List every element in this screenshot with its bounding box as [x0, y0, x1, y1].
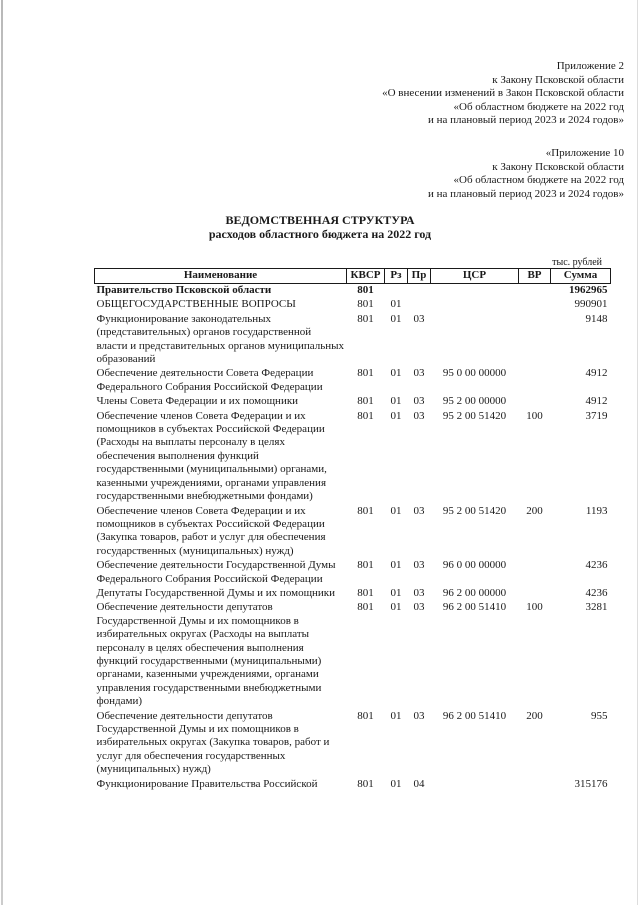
cell-kvsr: 801 — [357, 777, 374, 790]
cell-vr — [519, 559, 551, 587]
cell-sum: 315176 — [574, 777, 608, 790]
table-row — [95, 710, 611, 778]
cell-name: Члены Совета Федерации и их помощники — [96, 395, 299, 408]
cell-name: Функционирование законодательных (представительных) органов государственной власти и представительных органов муниципальных образований — [96, 312, 344, 366]
scan-edge-right — [637, 0, 638, 905]
cell-vr: 100 — [526, 601, 543, 614]
cell-pr: 03 — [413, 586, 425, 599]
cell-kvsr: 801 — [357, 559, 374, 572]
cell-rz: 01 — [390, 298, 402, 311]
table-row — [95, 778, 611, 792]
cell-sum: 4912 — [585, 395, 608, 408]
cell-sum: 3719 — [585, 409, 608, 422]
annex-line: Приложение 2 — [556, 60, 624, 72]
cell-csr: 95 2 00 51420 — [442, 504, 507, 517]
header-vr: ВР — [519, 269, 551, 284]
cell-name: Функционирование Правительства Российской — [96, 777, 318, 790]
cell-pr — [408, 284, 431, 299]
cell-name: Обеспечение членов Совета Федерации и их помощников в субъектах Российской Федерации (Закупка товаров, работ и услуг для обеспечения государственных (муниципальных) нужд) — [96, 504, 326, 557]
table-row — [95, 559, 611, 587]
cell-vr — [519, 367, 551, 395]
cell-rz: 01 — [390, 709, 402, 722]
cell-vr: 200 — [526, 709, 543, 722]
cell-rz: 01 — [390, 409, 402, 422]
annex-line: и на плановый период 2023 и 2024 годов» — [427, 114, 624, 126]
table-row — [95, 284, 611, 299]
cell-kvsr: 801 — [357, 709, 374, 722]
cell-sum: 1193 — [585, 504, 608, 517]
cell-pr: 03 — [413, 409, 425, 422]
table-row — [95, 505, 611, 560]
annex-header-2 — [428, 147, 624, 201]
cell-kvsr: 801 — [357, 409, 374, 422]
cell-sum: 9148 — [585, 312, 608, 325]
table-row — [95, 313, 611, 368]
cell-vr — [519, 587, 551, 601]
scan-edge-left — [1, 0, 3, 905]
unit-label: тыс. рублей — [552, 257, 602, 268]
cell-name: Обеспечение членов Совета Федерации и их помощников в субъектах Российской Федерации (Расходы на выплаты персоналу в целях обеспечения выполнения функций государственными (муниципальными) органами, казенными учреждениями, органами управления государственными внебюджетными фондами) — [96, 409, 327, 503]
cell-csr — [431, 298, 519, 312]
title-line-2: расходов областного бюджета на 2022 год — [208, 227, 432, 241]
cell-csr: 95 2 00 51420 — [442, 409, 507, 422]
cell-sum: 4912 — [585, 367, 608, 380]
cell-name: Правительство Псковской области — [96, 284, 272, 296]
cell-kvsr: 801 — [357, 312, 374, 325]
cell-sum: 955 — [591, 709, 608, 722]
document-title — [0, 213, 640, 241]
cell-sum: 3281 — [585, 601, 608, 614]
cell-name: Обеспечение деятельности депутатов Государственной Думы и их помощников в избирательных округах (Расходы на выплаты персоналу в целях обеспечения выполнения функций государственными (муниципальными) органами, казенными учреждениями, органами управления государственными внебюджетными фондами) — [96, 601, 322, 708]
cell-pr — [408, 298, 431, 312]
table-row — [95, 587, 611, 601]
cell-sum: 4236 — [585, 559, 608, 572]
header-csr: ЦСР — [431, 269, 519, 284]
annex-line: «О внесении изменений в Закон Псковской области — [382, 87, 624, 99]
cell-kvsr: 801 — [357, 504, 374, 517]
header-name: Наименование — [95, 269, 347, 284]
cell-name: Обеспечение деятельности Совета Федерации Федерального Собрания Российской Федерации — [96, 367, 323, 393]
cell-rz: 01 — [390, 559, 402, 572]
cell-csr — [431, 313, 519, 368]
table-header-row — [95, 269, 611, 284]
cell-csr: 96 2 00 51410 — [442, 601, 507, 614]
cell-csr: 95 0 00 00000 — [442, 367, 507, 380]
annex-header-1 — [382, 60, 624, 128]
budget-table — [94, 268, 611, 792]
cell-vr: 200 — [526, 504, 543, 517]
cell-vr — [519, 395, 551, 409]
cell-sum: 990901 — [574, 298, 608, 311]
header-pr: Пр — [408, 269, 431, 284]
cell-vr — [519, 298, 551, 312]
header-rz: Рз — [385, 269, 408, 284]
annex-line: к Закону Псковской области — [492, 160, 624, 173]
cell-rz: 01 — [390, 312, 402, 325]
cell-rz: 01 — [390, 504, 402, 517]
cell-pr: 04 — [413, 777, 425, 790]
cell-vr — [519, 313, 551, 368]
cell-pr: 03 — [413, 709, 425, 722]
cell-name: Депутаты Государственной Думы и их помощники — [96, 586, 336, 599]
cell-vr: 100 — [526, 409, 543, 422]
annex-line: «Об областном бюджете на 2022 год — [453, 100, 624, 113]
cell-pr: 03 — [413, 367, 425, 380]
cell-rz: 01 — [390, 601, 402, 614]
cell-csr: 96 2 00 00000 — [442, 586, 507, 599]
cell-kvsr: 801 — [357, 395, 374, 408]
cell-kvsr: 801 — [357, 298, 374, 311]
cell-csr: 96 0 00 00000 — [442, 559, 507, 572]
cell-rz: 01 — [390, 777, 402, 790]
annex-line: и на плановый период 2023 и 2024 годов» — [427, 187, 624, 200]
cell-name: ОБЩЕГОСУДАРСТВЕННЫЕ ВОПРОСЫ — [96, 298, 296, 311]
cell-kvsr: 801 — [357, 586, 374, 599]
cell-pr: 03 — [413, 559, 425, 572]
cell-rz — [385, 284, 408, 299]
cell-csr: 95 2 00 00000 — [442, 395, 507, 408]
cell-kvsr: 801 — [357, 284, 374, 296]
title-line-1: ВЕДОМСТВЕННАЯ СТРУКТУРА — [225, 213, 415, 227]
cell-kvsr: 801 — [357, 367, 374, 380]
cell-rz: 01 — [390, 367, 402, 380]
cell-rz: 01 — [390, 395, 402, 408]
cell-rz: 01 — [390, 586, 402, 599]
table-row — [95, 410, 611, 505]
table-row — [95, 298, 611, 312]
cell-pr: 03 — [413, 504, 425, 517]
cell-pr: 03 — [413, 312, 425, 325]
cell-name: Обеспечение деятельности депутатов Государственной Думы и их помощников в избирательных округах (Закупка товаров, работ и услуг для обеспечения государственных (муниципальных) нужд) — [96, 709, 330, 776]
cell-vr — [519, 284, 551, 299]
table-row — [95, 395, 611, 409]
annex-line: «Об областном бюджете на 2022 год — [453, 174, 624, 186]
cell-pr: 03 — [413, 601, 425, 614]
cell-sum: 4236 — [585, 586, 608, 599]
annex-line: к Закону Псковской области — [492, 73, 624, 86]
table-row — [95, 601, 611, 709]
cell-csr — [431, 284, 519, 299]
cell-pr: 03 — [413, 395, 425, 408]
cell-name: Обеспечение деятельности Государственной Думы Федерального Собрания Российской Федерации — [96, 559, 336, 585]
header-sum: Сумма — [551, 269, 611, 284]
cell-csr: 96 2 00 51410 — [442, 709, 507, 722]
cell-vr — [519, 778, 551, 792]
table-row — [95, 367, 611, 395]
header-kvsr: КВСР — [347, 269, 385, 284]
cell-csr — [431, 778, 519, 792]
cell-sum: 1962965 — [569, 284, 608, 296]
table-body — [95, 284, 611, 793]
cell-kvsr: 801 — [357, 601, 374, 614]
annex-line: «Приложение 10 — [545, 147, 624, 159]
